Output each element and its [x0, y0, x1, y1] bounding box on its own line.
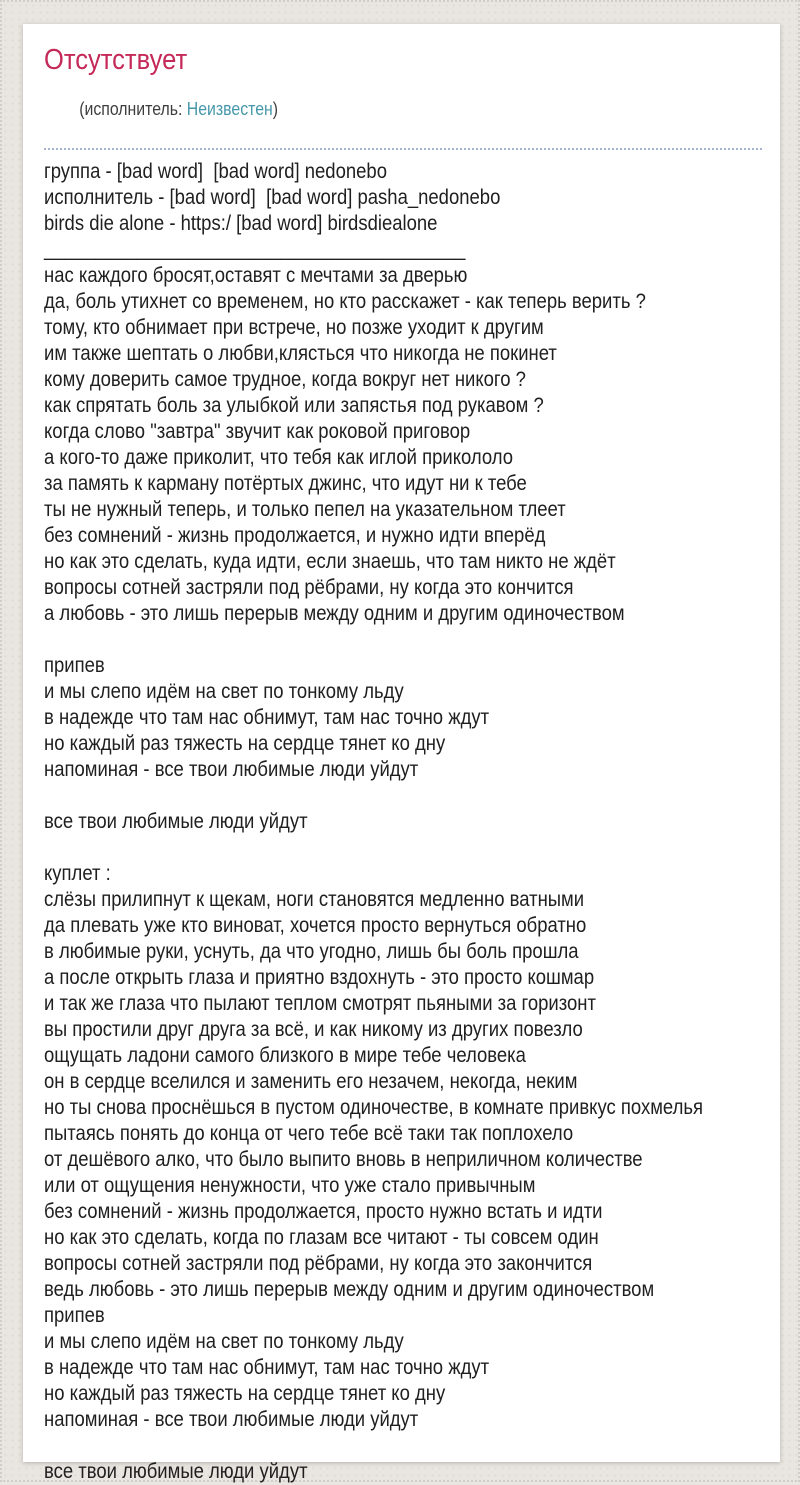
artist-link[interactable]: Неизвестен — [186, 99, 273, 119]
lyric-line: вопросы сотней застряли под рёбрами, ну когда это кончится — [44, 576, 574, 599]
lyric-line: а после открыть глаза и приятно вздохнуть - это просто кошмар — [44, 966, 595, 989]
lyric-line: а кого-то даже приколит, что тебя как иглой прикололо — [44, 446, 514, 469]
lyric-line — [44, 1433, 683, 1459]
lyric-line: и мы слепо идём на свет по тонкому льду — [44, 680, 404, 703]
lyric-line — [44, 835, 683, 861]
lyric-line: тому, кто обнимает при встрече, но позже уходит к другим — [44, 316, 544, 339]
lyric-line: как спрятать боль за улыбкой или запястья под рукавом ? — [44, 394, 544, 417]
lyric-line: в надежде что там нас обнимут, там нас точно ждут — [44, 706, 490, 729]
song-header — [44, 44, 762, 150]
lyric-line: но каждый раз тяжесть на сердце тянет ко дну — [44, 732, 446, 755]
lyric-line: он в сердце вселился и заменить его незачем, некогда, неким — [44, 1070, 578, 1093]
lyric-line: все твои любимые люди уйдут — [44, 810, 308, 833]
lyric-line: кому доверить самое трудное, когда вокруг нет никого ? — [44, 368, 526, 391]
lyrics-text — [44, 159, 770, 1485]
lyric-line: ведь любовь - это лишь перерыв между одним и другим одиночеством — [44, 1278, 655, 1301]
lyric-line: без сомнений - жизнь продолжается, просто нужно встать и идти — [44, 1200, 603, 1223]
lyric-line: без сомнений - жизнь продолжается, и нужно идти вперёд — [44, 524, 546, 547]
song-title: Отсутствует — [44, 44, 188, 76]
lyrics-card — [23, 24, 780, 1483]
lyric-line: припев — [44, 654, 105, 677]
artist-label: (исполнитель: — [79, 99, 187, 119]
lyric-line: в надежде что там нас обнимут, там нас точно ждут — [44, 1356, 490, 1379]
lyric-line: группа - [bad word] [bad word] nedonebo — [44, 160, 387, 183]
lyric-line: слёзы прилипнут к щекам, ноги становятся медленно ватными — [44, 888, 585, 911]
lyric-line: им также шептать о любви,клясться что никогда не покинет — [44, 342, 557, 365]
lyric-line: а любовь - это лишь перерыв между одним и другим одиночеством — [44, 602, 625, 625]
lyric-line: да плевать уже кто виноват, хочется просто вернуться обратно — [44, 914, 587, 937]
lyric-line: ты не нужный теперь, и только пепел на указательном тлеет — [44, 498, 566, 521]
lyric-line: пытаясь понять до конца от чего тебе всё таки так поплохело — [44, 1122, 574, 1145]
lyric-line: ощущать ладони самого близкого в мире тебе человека — [44, 1044, 526, 1067]
lyric-line: за память к карману потёртых джинс, что идут ни к тебе — [44, 472, 527, 495]
lyric-line: или от ощущения ненужности, что уже стало привычным — [44, 1174, 536, 1197]
artist-label-close-paren: ) — [272, 99, 279, 119]
lyric-line: но как это сделать, когда по глазам все читают - ты совсем один — [44, 1226, 599, 1249]
lyric-line: но каждый раз тяжесть на сердце тянет ко дну — [44, 1382, 446, 1405]
lyric-line: все твои любимые люди уйдут — [44, 1460, 308, 1483]
lyric-line: и мы слепо идём на свет по тонкому льду — [44, 1330, 404, 1353]
lyric-line: напоминая - все твои любимые люди уйдут — [44, 758, 419, 781]
lyric-line: когда слово "завтра" звучит как роковой приговор — [44, 420, 471, 443]
lyric-line: в любимые руки, уснуть, да что угодно, лишь бы боль прошла — [44, 940, 579, 963]
lyric-line — [44, 627, 683, 653]
lyric-line: вопросы сотней застряли под рёбрами, ну когда это закончится — [44, 1252, 593, 1275]
lyric-line: но ты снова проснёшься в пустом одиночестве, в комнате привкус похмелья — [44, 1096, 703, 1119]
lyric-line: куплет : — [44, 862, 111, 885]
lyric-line: напоминая - все твои любимые люди уйдут — [44, 1408, 419, 1431]
lyric-line: вы простили друг друга за всё, и как никому из других повезло — [44, 1018, 583, 1041]
lyric-line: birds die alone - https:/ [bad word] birdsdiealone — [44, 212, 438, 235]
lyric-line: да, боль утихнет со временем, но кто расскажет - как теперь верить ? — [44, 290, 646, 313]
lyric-line: _________________________________________ — [44, 238, 466, 261]
lyric-line — [44, 783, 683, 809]
lyric-line: нас каждого бросят,оставят с мечтами за дверью — [44, 264, 468, 287]
lyric-line: от дешёвого алко, что было выпито вновь в неприличном количестве — [44, 1148, 643, 1171]
lyric-line: исполнитель - [bad word] [bad word] pasha_nedonebo — [44, 186, 501, 209]
lyric-line: но как это сделать, куда идти, если знаешь, что там никто не ждёт — [44, 550, 616, 573]
artist-line — [44, 76, 676, 142]
lyric-line: припев — [44, 1304, 105, 1327]
lyric-line: и так же глаза что пылают теплом смотрят пьяными за горизонт — [44, 992, 596, 1015]
